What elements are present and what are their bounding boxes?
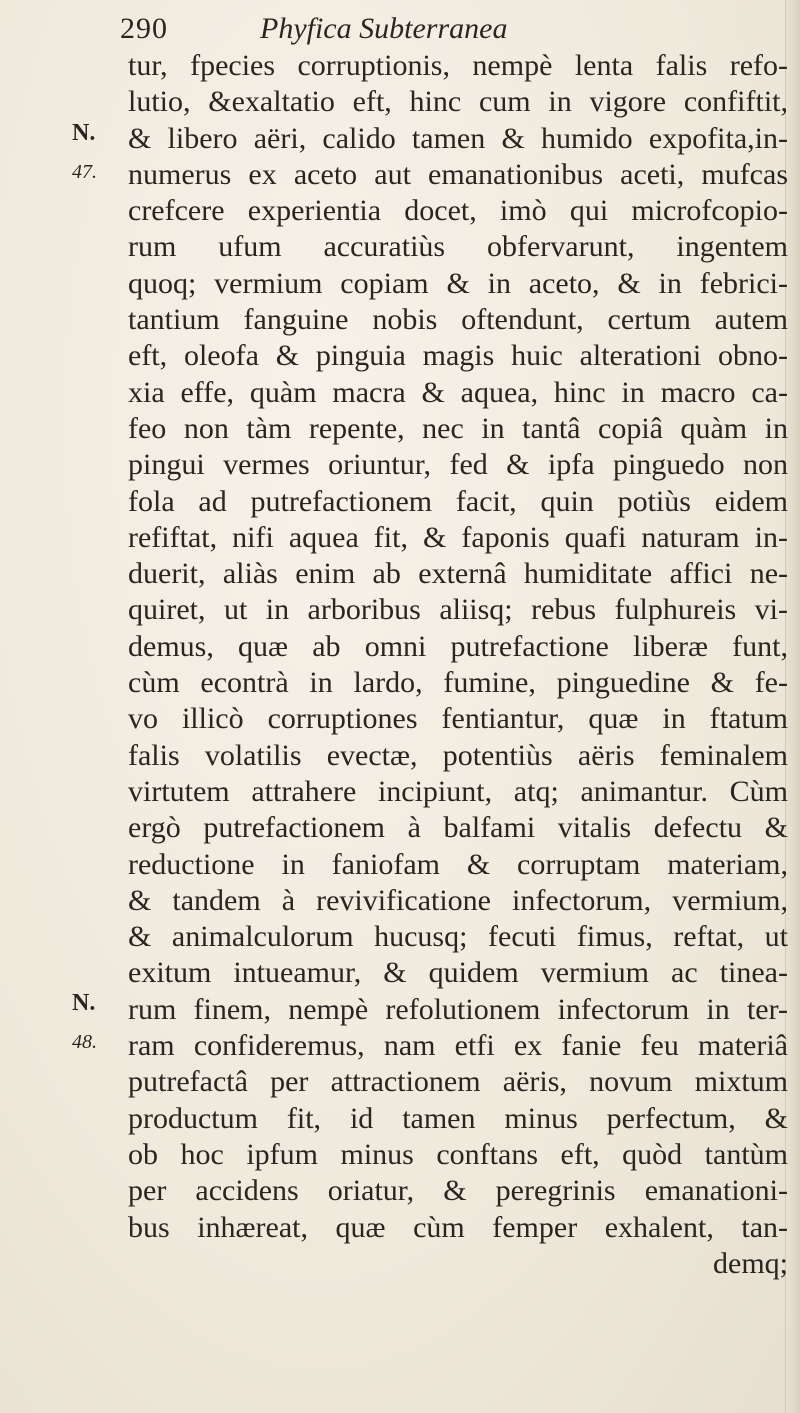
running-title: Phyfica Subterranea (260, 12, 508, 45)
margin-note (72, 160, 97, 183)
text-line: eft, oleofa & pinguia magis huic alterationi obno- (128, 339, 788, 373)
text-line: vo illicò corruptiones fentiantur, quæ in ftatum (128, 702, 788, 736)
text-line: per accidens oriatur, & peregrinis emanationi- (128, 1174, 788, 1208)
text-line: & animalculorum hucusq; fecuti fimus, reftat, ut (128, 920, 788, 954)
page-number: 290 (120, 12, 168, 45)
margin-note (72, 122, 95, 144)
text-line: crefcere experientia docet, imò qui microfcopio- (128, 194, 788, 228)
text-line: refiftat, nifi aquea fit, & faponis quafi naturam in- (128, 520, 788, 554)
text-line: rum finem, nempè refolutionem infectorum in ter- (128, 992, 788, 1026)
text-line: quiret, ut in arboribus aliisq; rebus fulphureis vi- (128, 593, 788, 627)
body-text (128, 48, 788, 1282)
text-line: tantium fanguine nobis oftendunt, certum autem (128, 303, 788, 337)
text-line: numerus ex aceto aut emanationibus aceti, mufcas (128, 157, 788, 191)
text-line: putrefactâ per attractionem aëris, novum mixtum (128, 1065, 788, 1099)
page-header (120, 12, 680, 52)
text-line: rum ufum accuratiùs obfervarunt, ingentem (128, 230, 788, 264)
catchword: demq; (713, 1246, 788, 1280)
text-line: fola ad putrefactionem facit, quin potiùs eidem (128, 484, 788, 518)
text-line: quoq; vermium copiam & in aceto, & in febrici- (128, 266, 788, 300)
text-line: feo non tàm repente, nec in tantâ copiâ quàm in (128, 411, 788, 445)
text-line: pingui vermes oriuntur, fed & ipfa pinguedo non (128, 448, 788, 482)
text-line: demus, quæ ab omni putrefactione liberæ funt, (128, 629, 788, 663)
text-line: & tandem à revivificatione infectorum, vermium, (128, 883, 788, 917)
margin-note (72, 1030, 97, 1053)
margin-note-label: N. (72, 990, 96, 1016)
text-line: falis volatilis evectæ, potentiùs aëris feminalem (128, 738, 788, 772)
text-line: ob hoc ipfum minus conftans eft, quòd tantùm (128, 1137, 788, 1171)
text-line: tur, fpecies corruptionis, nempè lenta falis refo- (128, 49, 788, 82)
text-line: ram confideremus, nam etfi ex fanie feu materiâ (128, 1029, 788, 1063)
margin-note-number: 48. (72, 1031, 97, 1053)
text-line: virtutem attrahere incipiunt, atq; animantur. Cùm (128, 774, 788, 808)
text-line: xia effe, quàm macra & aquea, hinc in macro ca- (128, 375, 788, 409)
text-line: cùm econtrà in lardo, fumine, pinguedine & fe- (128, 666, 788, 700)
text-line: bus inhæreat, quæ cùm femper exhalent, tan- (128, 1210, 788, 1244)
text-line: & libero aëri, calido tamen & humido expofita,in- (128, 121, 788, 155)
text-line: ergò putrefactionem à balfami vitalis defectu & (128, 811, 788, 845)
text-line: exitum intueamur, & quidem vermium ac tinea- (128, 956, 788, 990)
text-line: productum fit, id tamen minus perfectum, & (128, 1101, 788, 1135)
margin-note-number: 47. (72, 161, 97, 183)
text-line: reductione in faniofam & corruptam materiam, (128, 847, 788, 881)
text-line: duerit, aliàs enim ab externâ humiditate affici ne- (128, 557, 788, 591)
margin-note-label: N. (72, 120, 96, 146)
margin-note (72, 992, 95, 1014)
text-line: lutio, &exaltatio eft, hinc cum in vigore confiftit, (128, 85, 788, 119)
